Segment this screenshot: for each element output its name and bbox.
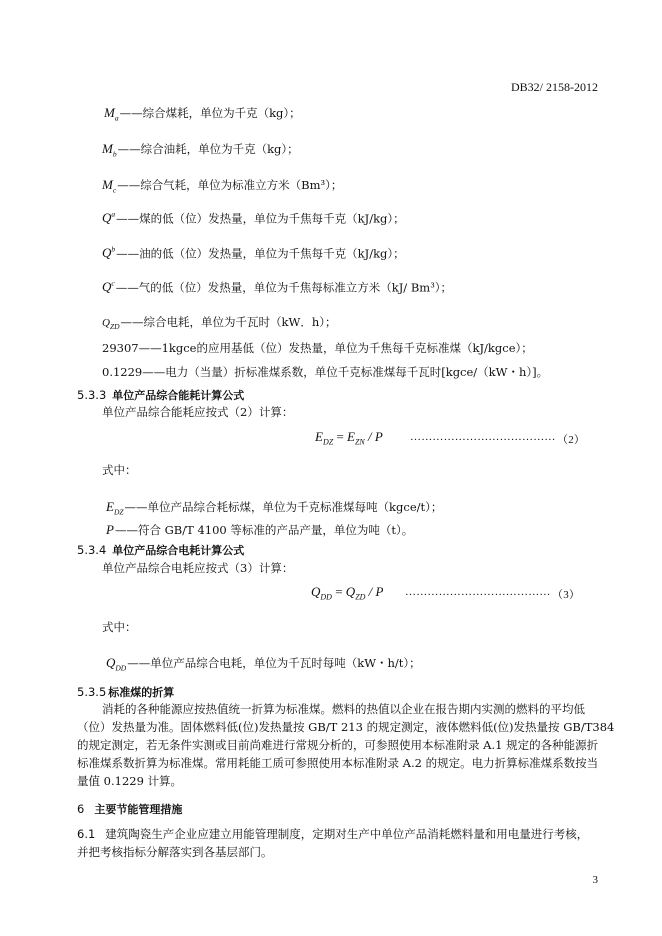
symbol: $Q^c$ — [102, 279, 115, 295]
symbol: P — [106, 522, 114, 537]
section-heading-5-3-3: 5.3.3 单位产品综合能耗计算公式 — [77, 388, 245, 402]
definition-mc: $M_c——$综合气耗，单位为标准立方米（Bm³）； — [102, 177, 343, 195]
constant-line-29307: 29307——1kgce的应用基低（位）发热量，单位为千焦每千克标准煤（kJ/kgce）； — [102, 341, 533, 355]
section-heading-6: 6 主要节能管理措施 — [77, 802, 183, 816]
paragraph-line: 并把考核指标分解落实到各基层部门。 — [77, 845, 273, 859]
definition-qzd: $Q_{ZD}——$综合电耗，单位为千瓦时（kW．h）； — [102, 315, 337, 332]
equation-number: （3） — [552, 589, 581, 601]
page-number: 3 — [592, 874, 598, 886]
section-heading-5-3-5: 5.3.5 标准煤的折算 — [77, 685, 175, 699]
paragraph-line: 标准煤系数折算为标准煤。常用耗能工质可参照使用本标准附录 A.2 的规定。电力折算标准煤系数按当 — [77, 756, 599, 770]
formula-3: $Q_{DD} = Q_{ZD} / P$ — [311, 584, 384, 602]
document-code: DB32/ 2158-2012 — [511, 80, 598, 94]
paragraph-line: 消耗的各种能源应按热值统一折算为标准煤。燃料的热值以企业在报告期内实测的燃料的平均低 — [102, 702, 585, 716]
definition-qa: $Q^a——$煤的低（位）发热量，单位为千焦每千克（kJ/kg）； — [102, 210, 405, 226]
formula-dots: ………………………………… — [405, 586, 551, 598]
paragraph-line: （位）发热量为准。固体燃料低(位)发热量按 GB/T 213 的规定测定，液体燃料低(位)发热量按 GB/T384 — [77, 720, 615, 734]
definition-edz: $E_{DZ}——$单位产品综合耗标煤，单位为千克标准煤每吨（kgce/t）； — [106, 499, 443, 517]
symbol: $Q_{ZD}$ — [102, 317, 120, 332]
constant-line-01229: 0.1229——电力（当量）折标准煤系数，单位千克标准煤每千瓦时[kgce/（kW・h）]。 — [102, 365, 549, 379]
definition-qdd: $Q_{DD}——$单位产品综合电耗，单位为千瓦时每吨（kW・h/t）； — [106, 655, 421, 673]
symbol: $Q^b$ — [102, 245, 116, 261]
definition-mb: $M_b——$综合油耗，单位为千克（kg）； — [102, 141, 299, 159]
equation-number: （2） — [557, 434, 586, 446]
definition-qb: $Q^b——$油的低（位）发热量，单位为千焦每千克（kJ/kg）； — [102, 245, 405, 261]
symbol: $M_c$ — [102, 177, 117, 195]
where-label: 式中： — [102, 620, 137, 634]
definition-ma: $M_a——$综合煤耗，单位为千克（kg）； — [104, 105, 301, 123]
where-label: 式中： — [102, 463, 137, 477]
symbol: $M_a$ — [104, 105, 119, 123]
paragraph-line: 的规定测定，若无条件实测或目前尚难进行常规分析的，可参照使用本标准附录 A.1 规定的各种能源折 — [77, 738, 599, 752]
symbol: $E_{DZ}$ — [106, 499, 124, 517]
symbol: $M_b$ — [102, 141, 117, 159]
paragraph-line: 量值 0.1229 计算。 — [77, 774, 183, 788]
section-intro: 单位产品综合电耗应按式（3）计算： — [102, 561, 294, 575]
symbol: $Q_{DD}$ — [106, 655, 127, 673]
definition-p: P——符合 GB/T 4100 等标准的产品产量，单位为吨（t）。 — [106, 522, 414, 537]
symbol: $Q^a$ — [102, 210, 116, 226]
definition-qc: $Q^c——$气的低（位）发热量，单位为千焦每标准立方米（kJ/ Bm³）； — [102, 279, 453, 295]
section-heading-5-3-4: 5.3.4 单位产品综合电耗计算公式 — [77, 543, 245, 557]
formula-2: $E_{DZ} = E_{ZN} / P$ — [315, 429, 383, 447]
formula-dots: ………………………………… — [410, 431, 556, 443]
clause-6-1: 6.1 建筑陶瓷生产企业应建立用能管理制度，定期对生产中单位产品消耗燃料量和用电量进行考核， — [77, 827, 589, 841]
section-intro: 单位产品综合能耗应按式（2）计算： — [102, 405, 294, 419]
